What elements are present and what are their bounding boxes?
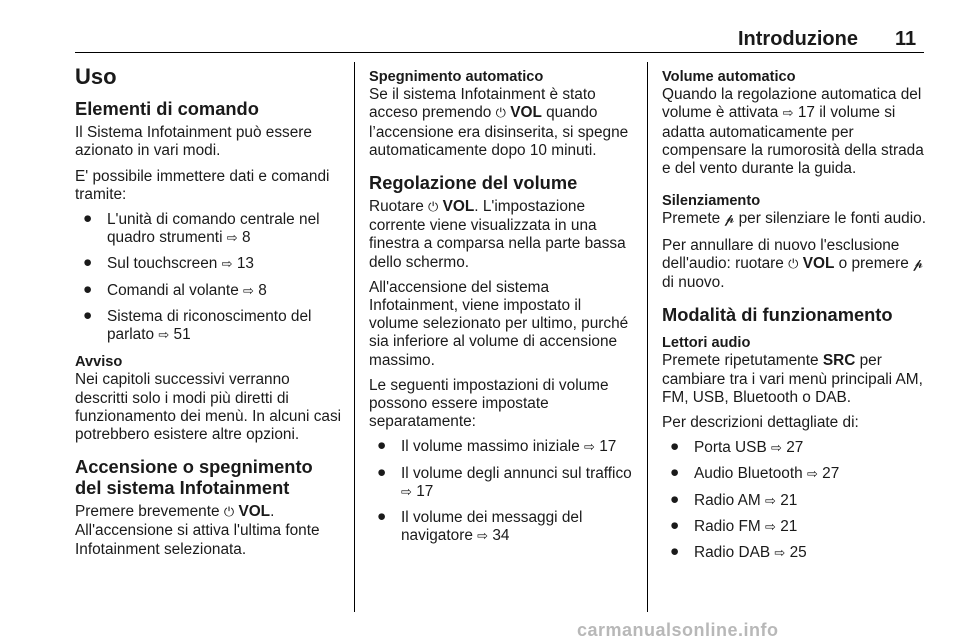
paragraph-accensione bbox=[75, 503, 343, 559]
paragraph-input-methods: E' possibile immettere dati e comandi tramite: bbox=[75, 167, 330, 203]
paragraph-silenziamento bbox=[662, 210, 926, 229]
list-item: ● Il volume dei messaggi del navigatore ⇨ 34 bbox=[377, 508, 583, 545]
paragraph-lettori-audio bbox=[662, 352, 926, 407]
note-text: Nei capitoli successivi verranno descritti solo i modi più diretti di funzionamento dei menù. In alcuni casi potrebbero esistere altre opzioni. bbox=[75, 371, 342, 444]
list-item: ● Radio AM ⇨ 21 bbox=[670, 490, 798, 509]
list-item-text: L'unità di comando centrale nel quadro strumenti bbox=[107, 211, 320, 247]
heading-elementi-di-comando: Elementi di comando bbox=[75, 98, 259, 120]
xref-icon[interactable]: ⇨ bbox=[477, 529, 489, 545]
note-title: Avviso bbox=[75, 354, 123, 371]
xref-icon[interactable]: ⇨ bbox=[765, 519, 776, 535]
heading-lettori-audio: Lettori audio bbox=[662, 335, 751, 352]
heading-accensione: Accensione o spegnimento del sistema Infotainment bbox=[75, 456, 313, 499]
mute-icon: 𝓹 bbox=[913, 256, 923, 272]
header-divider bbox=[75, 52, 924, 53]
section-title-uso: Uso bbox=[75, 64, 117, 89]
list-item: ● Il volume massimo iniziale ⇨ 17 bbox=[377, 437, 617, 456]
src-label: SRC bbox=[822, 352, 856, 370]
page-ref: 27 bbox=[786, 439, 804, 457]
vol-label: VOL bbox=[802, 254, 835, 272]
paragraph-annulla-esclusione bbox=[662, 237, 926, 293]
list-item: ● Comandi al volante ⇨ 8 bbox=[83, 280, 267, 299]
list-item: ● Porta USB ⇨ 27 bbox=[670, 438, 804, 457]
power-icon: ⏻ bbox=[223, 505, 235, 521]
text-fragment: Ruotare bbox=[369, 198, 424, 216]
text-fragment: il volume si adatta automaticamente per compensare la rumorosità della strada e del vento durante la guida. bbox=[662, 104, 924, 178]
text-fragment: o premere bbox=[838, 254, 909, 272]
paragraph-regolazione bbox=[369, 198, 633, 272]
xref-icon[interactable]: ⇨ bbox=[401, 484, 412, 500]
page-ref: 21 bbox=[780, 491, 798, 509]
paragraph-impostazioni: Le seguenti impostazioni di volume possono essere impostate separatamente: bbox=[369, 376, 609, 431]
xref-icon[interactable]: ⇨ bbox=[774, 546, 786, 562]
list-item: ● Radio DAB ⇨ 25 bbox=[670, 543, 807, 562]
page-ref: 13 bbox=[236, 255, 254, 273]
xref-icon[interactable]: ⇨ bbox=[771, 441, 782, 457]
text-fragment: Premete ripetutamente bbox=[662, 352, 819, 370]
heading-spegnimento-automatico: Spegnimento automatico bbox=[369, 69, 544, 85]
list-item: ● Sistema di riconoscimento del parlato ⇨ 51 bbox=[83, 306, 312, 344]
page-ref: 8 bbox=[258, 281, 267, 299]
xref-icon[interactable]: ⇨ bbox=[765, 493, 776, 509]
column-3 bbox=[662, 62, 926, 563]
page-ref: 17 bbox=[416, 482, 434, 500]
page-ref: 8 bbox=[241, 229, 251, 247]
xref-icon[interactable]: ⇨ bbox=[782, 106, 794, 122]
list-item-text: Comandi al volante bbox=[107, 281, 239, 299]
text-fragment: . All'accensione si attiva l'ultima fonte Infotainment selezionata. bbox=[75, 503, 320, 558]
list-item-text: Audio Bluetooth bbox=[694, 465, 803, 483]
vol-label: VOL bbox=[510, 104, 542, 122]
list-item: ● Radio FM ⇨ 21 bbox=[670, 516, 798, 535]
column-2 bbox=[369, 62, 633, 546]
heading-silenziamento: Silenziamento bbox=[662, 193, 761, 210]
column-divider-2 bbox=[647, 62, 648, 612]
list-item: ● L'unità di comando centrale nel quadro strumenti ⇨ 8 bbox=[83, 210, 320, 247]
heading-regolazione-volume: Regolazione del volume bbox=[369, 172, 578, 194]
text-fragment: Se il sistema Infotainment è stato acceso premendo bbox=[369, 86, 596, 122]
audio-sources-list bbox=[662, 439, 926, 563]
paragraph-intro: Il Sistema Infotainment può essere azionato in vari modi. bbox=[75, 124, 312, 160]
text-fragment: Premere brevemente bbox=[75, 503, 220, 521]
text-fragment: per silenziare le fonti audio. bbox=[738, 210, 926, 228]
page-ref: 51 bbox=[173, 326, 191, 344]
power-icon: ⏻ bbox=[495, 106, 506, 122]
watermark: carmanualsonline.info bbox=[577, 620, 779, 640]
list-item-text: Il volume dei messaggi del navigatore bbox=[401, 509, 583, 545]
paragraph-descrizioni: Per descrizioni dettagliate di: bbox=[662, 414, 859, 432]
xref-icon[interactable]: ⇨ bbox=[806, 467, 818, 483]
list-item-text: Sistema di riconoscimento del parlato bbox=[107, 307, 312, 344]
column-divider-1 bbox=[354, 62, 355, 612]
mute-icon: 𝓹 bbox=[724, 212, 735, 228]
page-ref: 25 bbox=[789, 544, 807, 562]
text-fragment: di nuovo. bbox=[662, 274, 725, 292]
page-ref: 34 bbox=[492, 527, 510, 545]
xref-icon[interactable]: ⇨ bbox=[584, 440, 595, 456]
vol-label: VOL bbox=[442, 198, 475, 216]
list-item-text: Il volume massimo iniziale bbox=[401, 438, 580, 456]
page-ref: 17 bbox=[797, 104, 815, 122]
page-ref: 27 bbox=[822, 465, 840, 483]
heading-modalita-funzionamento: Modalità di funzionamento bbox=[662, 304, 893, 326]
text-fragment: per cambiare tra i vari menù principali AM, FM, USB, Bluetooth o DAB. bbox=[662, 352, 923, 406]
xref-icon[interactable]: ⇨ bbox=[158, 328, 170, 344]
page-ref: 21 bbox=[780, 517, 798, 535]
page-number: 11 bbox=[895, 28, 917, 50]
text-fragment: Quando la regolazione automatica del volume è attivata bbox=[662, 86, 922, 122]
xref-icon[interactable]: ⇨ bbox=[243, 283, 254, 299]
list-item: ● Sul touchscreen ⇨ 13 bbox=[83, 254, 254, 273]
list-item-text: Sul touchscreen bbox=[107, 255, 218, 273]
heading-volume-automatico: Volume automatico bbox=[662, 69, 796, 85]
paragraph-volume-automatico bbox=[662, 86, 926, 178]
list-item: ● Il volume degli annunci sul traffico ⇨ 17 bbox=[377, 463, 632, 500]
page-ref: 17 bbox=[599, 438, 617, 456]
text-fragment: . L'impostazione corrente viene visualizzata in una finestra a comparsa nella parte bassa dello schermo. bbox=[369, 198, 626, 271]
power-icon: ⏻ bbox=[788, 256, 799, 272]
header-title: Introduzione bbox=[738, 28, 858, 50]
column-1 bbox=[75, 62, 343, 559]
text-fragment: Premete bbox=[662, 210, 721, 228]
volume-settings-list bbox=[369, 438, 633, 546]
list-item-text: Radio DAB bbox=[694, 544, 771, 562]
vol-label: VOL bbox=[238, 503, 271, 521]
paragraph-spegnimento bbox=[369, 86, 633, 160]
list-item-text: Radio AM bbox=[694, 491, 761, 509]
text-fragment: Per annullare di nuovo l'esclusione dell'audio: ruotare bbox=[662, 236, 900, 272]
xref-icon[interactable]: ⇨ bbox=[226, 231, 238, 247]
paragraph-volume-accensione: All'accensione del sistema Infotainment, viene impostato il volume selezionato per ultimo, purché sia inferiore al volume di accensione massimo. bbox=[369, 278, 629, 369]
xref-icon[interactable]: ⇨ bbox=[221, 257, 233, 273]
list-item-text: Porta USB bbox=[694, 439, 767, 457]
list-item-text: Radio FM bbox=[694, 517, 761, 535]
text-fragment: quando l’accensione era disinserita, si spegne automaticamente dopo 10 minuti. bbox=[369, 104, 629, 159]
list-item: ● Audio Bluetooth ⇨ 27 bbox=[670, 464, 840, 483]
power-icon: ⏻ bbox=[428, 200, 439, 216]
list-item-text: Il volume degli annunci sul traffico bbox=[401, 464, 632, 482]
input-methods-list bbox=[75, 211, 343, 345]
